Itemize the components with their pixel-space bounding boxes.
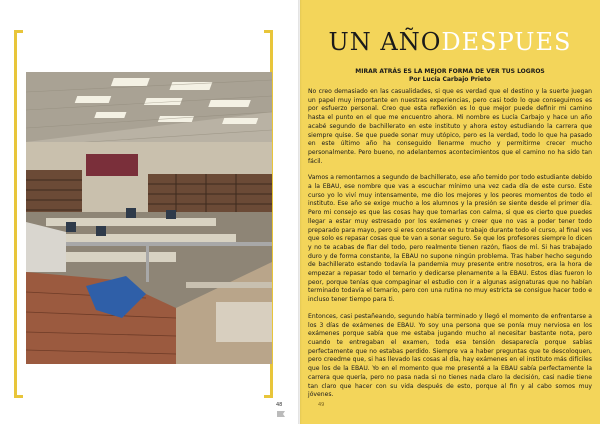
article-title-part2: DESPUES	[441, 28, 572, 56]
article-title-part1: UN AÑO	[328, 28, 442, 56]
article-subtitle-line1: MIRAR ATRÁS ES LA MEJOR FORMA DE VER TUS LOGROS	[355, 68, 545, 75]
article-title	[300, 28, 600, 56]
article-author: Por Lucía Carbajo Prieto	[409, 76, 491, 83]
article-paragraph: No creo demasiado en las casualidades, si que es verdad que el destino y la suerte juegan un papel muy importante en nuestras experiencias, pero casi todo lo que conseguimos es por esfuerzo personal. Creo que esta reflexión es lo que mejor puede definir mi camino hasta el punto en el que me encuentro ahora. Mi nombre es Lucía Carbajo y hace un año acabé segundo de bachillerato en este instituto y ahora estoy estudiando la carrera que siempre quise. Se que puede sonar muy utópico, pero es la verdad, todo lo que ha pasado en este último año ha conseguido llenarme mucho y permitirme crecer mucho personalmente. Pero bueno, no adelantemos acontecimientos que el camino no ha sido tan fácil.	[308, 88, 592, 165]
article-paragraph: Entonces, casi pestañeando, segundo había terminado y llegó el momento de enfrentarse a los 3 días de exámenes de EBAU. Yo soy una persona que se ponía muy nerviosa en los exámenes porque sabía que me estaba jugando mucho al necesitar bastante nota, pero cuando te entregaban el examen, toda esa tensión desaparecía porque sabías perfectamente que no estabas perdido. Siempre va a haber preguntas que te descoloquen, pero creedme que, si has llevado las cosas al día, hay exámenes en el instituto más difíciles que los de la EBAU. Yo en el momento que me presenté a la EBAU sabía perfectamente la carrera que quería, pero no pasa nada si no tienes nada claro la decisión, casi nadie tiene tan claro que hacer con su vida después de esto, porque al fin y al cabo somos muy jóvenes.	[308, 312, 592, 399]
page-number-right: 49	[318, 402, 325, 408]
page-marker-icon	[276, 410, 286, 418]
article-body	[308, 88, 592, 408]
article-paragraph: Vamos a remontarnos a segundo de bachillerato, ese año temido por todo estudiante debido a la EBAU, ese nombre que vas a escuchar mínimo una vez cada día de este curso. Este curso yo lo viví muy intensamente, me dio los mejores y los peores momentos de todo el instituto. Ese año se exige mucho a los alumnos y la presión se siente desde el primer día. Pero mi consejo es que las cosas hay que tomarlas con calma, si que es cierto que puedes llegar a estar muy estresado por los exámenes y creer que no vas a poder tener todo preparado para mayo, pero si eres constante en tu trabajo durante todo el curso, al final ves que solo es repasar cosas que te van a sonar seguro. Se que los profesores siempre lo dicen y no te acabas de fiar del todo, pero realmente tienen razón, fíaos de mí. Si has trabajado duro y de forma constante, la EBAU no supone ningún problema. Tras haber hecho segundo de bachillerato estando todavía la pandemia muy presente entre nosotros, era la hora de empezar a repasar todo el temario y dedicarse plenamente a la EBAU. Estos días fueron lo peor, porque tenías que compaginar el estudio con ir a algunas asignaturas que no habían terminado todavía el temario, pero con una rutina no muy estricta se consigue hacer todo e incluso tener tiempo para ti.	[308, 174, 592, 304]
article-subtitle	[300, 68, 600, 84]
page-gutter	[298, 0, 302, 424]
photo-frame-left-bracket	[14, 30, 23, 398]
page-number-left: 48	[276, 402, 283, 408]
library-photo	[26, 72, 272, 364]
